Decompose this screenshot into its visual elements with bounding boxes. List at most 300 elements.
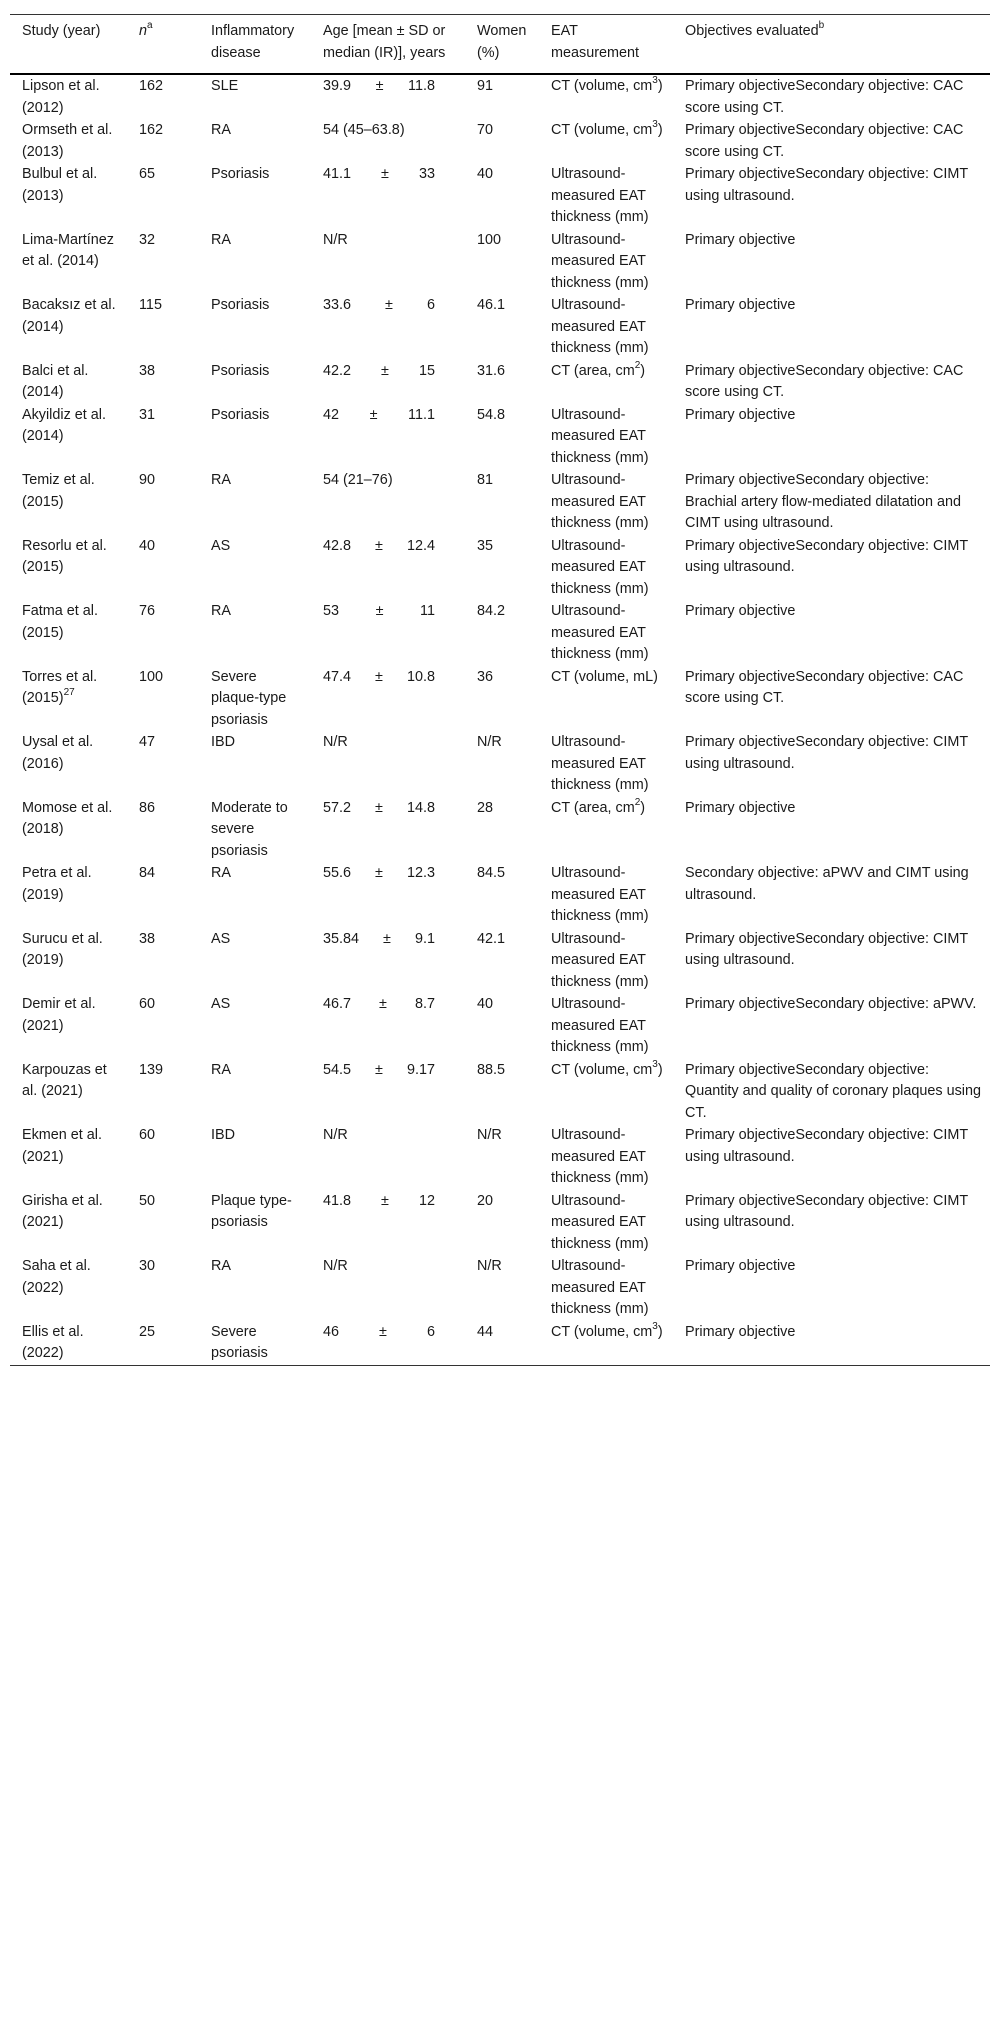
cell-eat	[539, 862, 673, 928]
cell-study	[10, 535, 127, 601]
cell-n	[127, 1124, 199, 1190]
cell-age	[311, 294, 465, 360]
disease-text: RA	[211, 865, 231, 881]
age-plus-minus: ±	[383, 930, 391, 947]
age-text: N/R	[323, 1258, 348, 1274]
eat-unit-exponent: 3	[652, 1320, 658, 1332]
cell-n	[127, 731, 199, 797]
cell-age	[311, 600, 465, 666]
age-sd: 11.1	[408, 406, 435, 423]
cell-eat	[539, 600, 673, 666]
disease-text: Psoriasis	[211, 362, 270, 379]
women-value: 54.8	[477, 406, 506, 423]
age-mean-sd	[323, 76, 457, 98]
age-sd: 9.17	[406, 1061, 435, 1078]
cell-women	[465, 1321, 539, 1366]
cell-n	[127, 1190, 199, 1256]
cell-objectives	[673, 862, 990, 928]
cell-disease	[199, 928, 311, 994]
cell-eat	[539, 993, 673, 1059]
cell-disease	[199, 1124, 311, 1190]
cell-study	[10, 862, 127, 928]
disease-text: SLE	[211, 78, 239, 94]
eat-text: CT (volume, cm	[551, 1061, 653, 1078]
cell-disease	[199, 74, 311, 119]
cell-n	[127, 1321, 199, 1366]
women-value: 44	[477, 1323, 494, 1340]
n-value: 40	[139, 537, 156, 554]
cell-n	[127, 666, 199, 732]
table-row	[10, 1190, 990, 1256]
cell-women	[465, 928, 539, 994]
age-mean: 53	[323, 603, 340, 619]
objectives-text: Primary objective	[685, 1258, 796, 1274]
women-value: 31.6	[477, 362, 506, 379]
objectives-text: Primary objective	[685, 799, 796, 816]
objectives-text: Primary objectiveSecondary objective: aPWV.	[685, 996, 977, 1012]
eat-text: Ultrasound-measured EAT thickness (mm)	[551, 930, 649, 990]
objectives-text: Primary objective	[685, 406, 796, 423]
women-value: 40	[477, 996, 494, 1012]
objectives-text: Primary objectiveSecondary objective: CIMT using ultrasound.	[685, 930, 968, 968]
age-mean: 46.7	[323, 996, 352, 1012]
cell-eat	[539, 404, 673, 470]
age-mean: 33.6	[323, 297, 352, 313]
age-mean: 57.2	[323, 799, 352, 816]
disease-text: Psoriasis	[211, 406, 270, 423]
cell-disease	[199, 600, 311, 666]
disease-text: Psoriasis	[211, 166, 270, 182]
table-row	[10, 294, 990, 360]
eat-close-paren: )	[657, 1323, 663, 1340]
cell-age	[311, 535, 465, 601]
n-value: 38	[139, 362, 156, 379]
cell-disease	[199, 469, 311, 535]
header-n: $n^a$	[139, 20, 153, 39]
cell-n	[127, 993, 199, 1059]
n-value: 115	[139, 297, 162, 313]
study-text: Ekmen et al. (2021)	[22, 1127, 102, 1165]
age-sd: 12.4	[406, 537, 435, 554]
cell-n	[127, 797, 199, 863]
disease-text: RA	[211, 603, 231, 619]
header-disease: Inflammatory disease	[211, 23, 295, 61]
cell-women	[465, 797, 539, 863]
age-plus-minus: ±	[379, 1323, 387, 1340]
n-value: 30	[139, 1258, 156, 1274]
cell-women	[465, 1190, 539, 1256]
cell-disease	[199, 360, 311, 404]
cell-eat	[539, 1255, 673, 1321]
cell-objectives	[673, 74, 990, 119]
cell-objectives	[673, 993, 990, 1059]
objectives-text: Primary objectiveSecondary objective: CAC score using CT.	[685, 668, 964, 706]
cell-study	[10, 404, 127, 470]
women-value: 46.1	[477, 297, 506, 313]
cell-study	[10, 928, 127, 994]
table-row	[10, 535, 990, 601]
cell-disease	[199, 404, 311, 470]
objectives-text: Primary objectiveSecondary objective: CIMT using ultrasound.	[685, 166, 968, 204]
cell-disease	[199, 1190, 311, 1256]
cell-n	[127, 360, 199, 404]
eat-text: Ultrasound-measured EAT thickness (mm)	[551, 603, 649, 662]
study-text: Ellis et al. (2022)	[22, 1323, 84, 1361]
age-text: N/R	[323, 1127, 348, 1143]
eat-text: Ultrasound-measured EAT thickness (mm)	[551, 297, 649, 356]
cell-eat	[539, 1059, 673, 1125]
n-value: 60	[139, 996, 156, 1012]
cell-objectives	[673, 163, 990, 229]
study-text: Momose et al. (2018)	[22, 799, 113, 837]
cell-disease	[199, 294, 311, 360]
cell-objectives	[673, 928, 990, 994]
disease-text: Psoriasis	[211, 297, 270, 313]
women-value: N/R	[477, 1258, 502, 1274]
cell-n	[127, 74, 199, 119]
n-value: 86	[139, 799, 156, 816]
eat-text: CT (volume, cm	[551, 122, 653, 138]
age-mean-sd	[323, 295, 457, 317]
eat-text: CT (volume, cm	[551, 1323, 653, 1340]
age-mean: 39.9	[323, 78, 352, 94]
cell-objectives	[673, 1255, 990, 1321]
study-text: Saha et al. (2022)	[22, 1258, 91, 1296]
study-text: Ormseth et al. (2013)	[22, 122, 113, 160]
eat-close-paren: )	[640, 799, 646, 816]
age-sd: 12.3	[406, 865, 435, 881]
cell-n	[127, 928, 199, 994]
cell-n	[127, 535, 199, 601]
age-mean-sd	[323, 798, 457, 820]
cell-objectives	[673, 229, 990, 295]
table-row	[10, 797, 990, 863]
cell-objectives	[673, 1321, 990, 1366]
n-value: 38	[139, 930, 156, 947]
cell-objectives	[673, 731, 990, 797]
objectives-text: Primary objectiveSecondary objective: CAC score using CT.	[685, 122, 964, 160]
cell-disease	[199, 163, 311, 229]
eat-close-paren: )	[657, 1061, 663, 1078]
disease-text: Severe plaque-type psoriasis	[211, 668, 287, 728]
cell-study	[10, 797, 127, 863]
cell-age	[311, 928, 465, 994]
study-text: Lima-Martínez et al. (2014)	[22, 231, 114, 269]
cell-women	[465, 294, 539, 360]
women-value: N/R	[477, 734, 502, 750]
age-mean-sd	[323, 164, 457, 186]
age-mean-sd	[323, 536, 457, 558]
eat-unit-exponent: 2	[634, 359, 641, 371]
cell-age	[311, 1190, 465, 1256]
age-sd: 12	[418, 1192, 435, 1209]
table-row	[10, 1059, 990, 1125]
age-mean-sd	[323, 1060, 457, 1082]
objectives-text: Primary objectiveSecondary objective: CIMT using ultrasound.	[685, 1192, 968, 1230]
cell-age	[311, 469, 465, 535]
cell-study	[10, 229, 127, 295]
disease-text: RA	[211, 472, 231, 488]
cell-eat	[539, 469, 673, 535]
header-women: Women (%)	[477, 23, 527, 61]
cell-study	[10, 1190, 127, 1256]
cell-disease	[199, 119, 311, 163]
age-mean-sd	[323, 601, 457, 623]
age-plus-minus: ±	[385, 297, 393, 313]
age-mean: 47.4	[323, 668, 352, 685]
cell-objectives	[673, 600, 990, 666]
header-row	[10, 15, 990, 75]
cell-n	[127, 1059, 199, 1125]
objectives-text: Primary objectiveSecondary objective: CIMT using ultrasound.	[685, 537, 968, 575]
cell-age	[311, 797, 465, 863]
cell-objectives	[673, 360, 990, 404]
study-text: Lipson et al. (2012)	[22, 78, 100, 116]
studies-table	[10, 14, 990, 1366]
age-sd: 6	[426, 297, 435, 313]
n-value: 31	[139, 406, 156, 423]
cell-women	[465, 535, 539, 601]
cell-women	[465, 862, 539, 928]
cell-eat	[539, 535, 673, 601]
table-row	[10, 360, 990, 404]
age-mean-sd	[323, 405, 457, 427]
age-sd: 33	[418, 166, 435, 182]
cell-disease	[199, 1255, 311, 1321]
eat-unit-exponent: 2	[634, 796, 641, 808]
cell-age	[311, 862, 465, 928]
cell-disease	[199, 535, 311, 601]
cell-women	[465, 1124, 539, 1190]
cell-women	[465, 229, 539, 295]
age-sd: 9.1	[414, 930, 435, 947]
cell-women	[465, 163, 539, 229]
cell-objectives	[673, 535, 990, 601]
n-value: 47	[139, 734, 156, 750]
age-plus-minus: ±	[375, 668, 383, 685]
cell-eat	[539, 360, 673, 404]
objectives-text: Primary objective	[685, 297, 796, 313]
age-text: 54 (45–63.8)	[323, 122, 405, 138]
cell-women	[465, 1255, 539, 1321]
table-row	[10, 600, 990, 666]
cell-objectives	[673, 1190, 990, 1256]
table-row	[10, 404, 990, 470]
age-plus-minus: ±	[375, 799, 383, 816]
header-age: Age [mean ± SD or median (IR)], years	[323, 23, 446, 61]
cell-n	[127, 294, 199, 360]
study-text: Bulbul et al. (2013)	[22, 166, 98, 204]
age-mean-sd	[323, 994, 457, 1016]
women-value: 91	[477, 78, 494, 94]
header-objectives: Objectives evaluated$^b$	[685, 20, 825, 39]
cell-women	[465, 469, 539, 535]
age-text: N/R	[323, 231, 348, 248]
cell-disease	[199, 862, 311, 928]
study-text: Girisha et al. (2021)	[22, 1192, 103, 1230]
cell-n	[127, 229, 199, 295]
table-row	[10, 469, 990, 535]
objectives-text: Primary objective	[685, 603, 796, 619]
study-text: Balci et al. (2014)	[22, 362, 89, 400]
age-mean-sd	[323, 1322, 457, 1344]
cell-objectives	[673, 294, 990, 360]
cell-women	[465, 1059, 539, 1125]
age-mean: 41.1	[323, 166, 352, 182]
study-text: Uysal et al. (2016)	[22, 734, 94, 772]
n-value: 100	[139, 668, 164, 685]
cell-study	[10, 360, 127, 404]
n-value: 139	[139, 1061, 164, 1078]
eat-unit-exponent: 3	[652, 119, 658, 131]
cell-eat	[539, 1190, 673, 1256]
age-text: N/R	[323, 734, 348, 750]
women-value: 88.5	[477, 1061, 506, 1078]
table-row	[10, 862, 990, 928]
eat-text: Ultrasound-measured EAT thickness (mm)	[551, 1127, 649, 1186]
eat-close-paren: )	[657, 78, 663, 94]
cell-objectives	[673, 797, 990, 863]
age-plus-minus: ±	[375, 603, 384, 619]
header-study: Study (year)	[22, 23, 101, 39]
cell-objectives	[673, 119, 990, 163]
study-text: Fatma et al. (2015)	[22, 603, 98, 641]
cell-age	[311, 163, 465, 229]
table-row	[10, 1321, 990, 1366]
cell-n	[127, 469, 199, 535]
n-value: 50	[139, 1192, 156, 1209]
objectives-text: Primary objectiveSecondary objective: Quantity and quality of coronary plaques using CT.	[685, 1061, 981, 1121]
cell-n	[127, 404, 199, 470]
cell-age	[311, 360, 465, 404]
women-value: 100	[477, 231, 502, 248]
eat-text: Ultrasound-measured EAT thickness (mm)	[551, 537, 649, 597]
header-eat: EAT measurement	[551, 23, 639, 61]
age-plus-minus: ±	[375, 865, 383, 881]
disease-text: Moderate to severe psoriasis	[211, 799, 288, 859]
objectives-text: Primary objectiveSecondary objective: CIMT using ultrasound.	[685, 1127, 968, 1165]
cell-study	[10, 993, 127, 1059]
table-row	[10, 1255, 990, 1321]
objectives-text: Primary objective	[685, 1323, 796, 1340]
age-text: 54 (21–76)	[323, 472, 393, 488]
age-plus-minus: ±	[375, 1061, 383, 1078]
disease-text: RA	[211, 1258, 231, 1274]
women-value: 42.1	[477, 930, 506, 947]
eat-text: Ultrasound-measured EAT thickness (mm)	[551, 166, 649, 225]
age-mean: 42.8	[323, 537, 352, 554]
women-value: 20	[477, 1192, 494, 1209]
age-mean-sd	[323, 667, 457, 689]
eat-text: CT (area, cm	[551, 799, 635, 816]
age-plus-minus: ±	[381, 1192, 389, 1209]
table-body	[10, 74, 990, 1365]
study-ref: 27	[63, 687, 75, 699]
study-text: Akyildiz et al. (2014)	[22, 406, 106, 444]
table-row	[10, 993, 990, 1059]
cell-study	[10, 1255, 127, 1321]
eat-close-paren: )	[640, 362, 646, 379]
age-sd: 6	[426, 1323, 435, 1340]
cell-study	[10, 119, 127, 163]
table-row	[10, 229, 990, 295]
study-text: Petra et al. (2019)	[22, 865, 92, 903]
cell-eat	[539, 1124, 673, 1190]
women-value: 40	[477, 166, 494, 182]
cell-eat	[539, 797, 673, 863]
age-sd: 11	[420, 603, 435, 619]
eat-text: Ultrasound-measured EAT thickness (mm)	[551, 472, 649, 531]
age-mean-sd	[323, 863, 457, 885]
cell-women	[465, 74, 539, 119]
cell-age	[311, 993, 465, 1059]
eat-text: Ultrasound-measured EAT thickness (mm)	[551, 231, 649, 291]
eat-text: Ultrasound-measured EAT thickness (mm)	[551, 996, 649, 1055]
cell-study	[10, 163, 127, 229]
cell-objectives	[673, 1124, 990, 1190]
cell-disease	[199, 797, 311, 863]
disease-text: AS	[211, 930, 231, 947]
women-value: 28	[477, 799, 494, 816]
n-value: 32	[139, 231, 156, 248]
age-plus-minus: ±	[381, 166, 389, 182]
cell-age	[311, 229, 465, 295]
cell-eat	[539, 1321, 673, 1366]
cell-eat	[539, 294, 673, 360]
cell-age	[311, 731, 465, 797]
cell-age	[311, 74, 465, 119]
study-text: Torres et al. (2015)	[22, 668, 98, 706]
objectives-text: Primary objectiveSecondary objective: CIMT using ultrasound.	[685, 734, 968, 772]
n-value: 162	[139, 122, 164, 138]
cell-objectives	[673, 1059, 990, 1125]
cell-women	[465, 731, 539, 797]
cell-objectives	[673, 666, 990, 732]
cell-disease	[199, 1321, 311, 1366]
n-value: 76	[139, 603, 156, 619]
age-plus-minus: ±	[375, 78, 384, 94]
age-mean: 41.8	[323, 1192, 352, 1209]
cell-age	[311, 1124, 465, 1190]
cell-study	[10, 1059, 127, 1125]
study-text: Surucu et al. (2019)	[22, 930, 103, 968]
age-plus-minus: ±	[381, 362, 389, 379]
study-text: Resorlu et al. (2015)	[22, 537, 107, 575]
disease-text: IBD	[211, 734, 235, 750]
cell-age	[311, 404, 465, 470]
cell-eat	[539, 119, 673, 163]
age-plus-minus: ±	[369, 406, 378, 423]
cell-eat	[539, 928, 673, 994]
disease-text: RA	[211, 231, 231, 248]
cell-study	[10, 731, 127, 797]
age-mean: 46	[323, 1323, 340, 1340]
cell-age	[311, 1059, 465, 1125]
n-value: 60	[139, 1127, 156, 1143]
study-text: Karpouzas et al. (2021)	[22, 1061, 107, 1099]
cell-n	[127, 600, 199, 666]
table-row	[10, 731, 990, 797]
eat-text: Ultrasound-measured EAT thickness (mm)	[551, 865, 649, 924]
eat-close-paren: )	[657, 122, 663, 138]
n-value: 65	[139, 166, 156, 182]
objectives-text: Primary objective	[685, 231, 796, 248]
cell-age	[311, 1321, 465, 1366]
objectives-text: Primary objectiveSecondary objective: Brachial artery flow-mediated dilatation and CIMT using ultrasound.	[685, 472, 961, 531]
cell-study	[10, 1124, 127, 1190]
cell-study	[10, 469, 127, 535]
study-text: Demir et al. (2021)	[22, 996, 96, 1034]
